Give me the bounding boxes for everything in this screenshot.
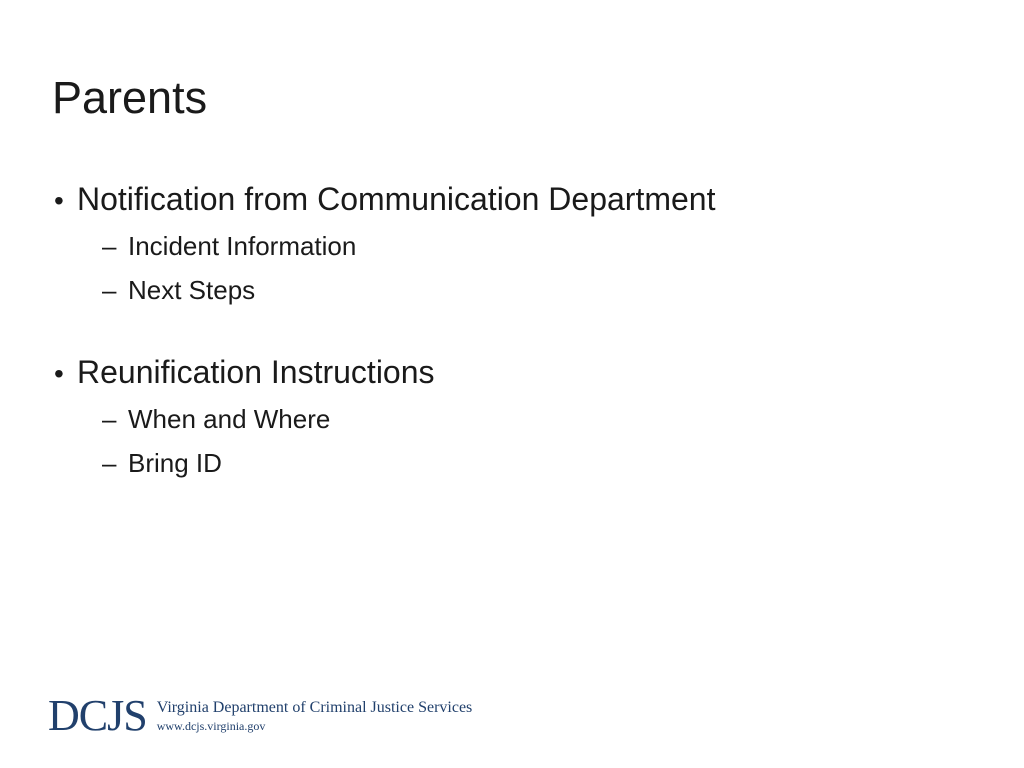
organization-name: Virginia Department of Criminal Justice Services [156,699,473,716]
sub-bullet-item [102,268,974,312]
bullet-group [54,176,974,312]
bullet-item [54,176,974,224]
bullet-item [54,349,974,397]
dash-marker-icon: – [102,275,117,305]
logo-text-block [157,698,473,734]
sub-bullet-item [102,224,974,268]
dcjs-logo [48,691,473,740]
dash-marker-icon: – [102,404,117,434]
bullet-marker-icon: • [54,358,64,389]
bullet-list [54,176,974,522]
bullet-text: Notification from Communication Department [77,181,716,217]
sub-bullet-text: Next Steps [128,275,256,305]
sub-bullet-item [102,397,974,441]
bullet-group [54,349,974,485]
sub-bullet-item [102,441,974,485]
bullet-text: Reunification Instructions [77,354,435,390]
sub-bullet-text: When and Where [128,404,331,434]
organization-url: www.dcjs.virginia.gov [156,719,266,733]
sub-bullet-text: Incident Information [128,231,357,261]
slide-title: Parents [52,72,208,123]
bullet-marker-icon: • [54,185,64,216]
logo-wordmark: DCJS [48,691,147,740]
sub-bullet-text: Bring ID [128,448,222,478]
dash-marker-icon: – [102,231,117,261]
dash-marker-icon: – [102,448,117,478]
